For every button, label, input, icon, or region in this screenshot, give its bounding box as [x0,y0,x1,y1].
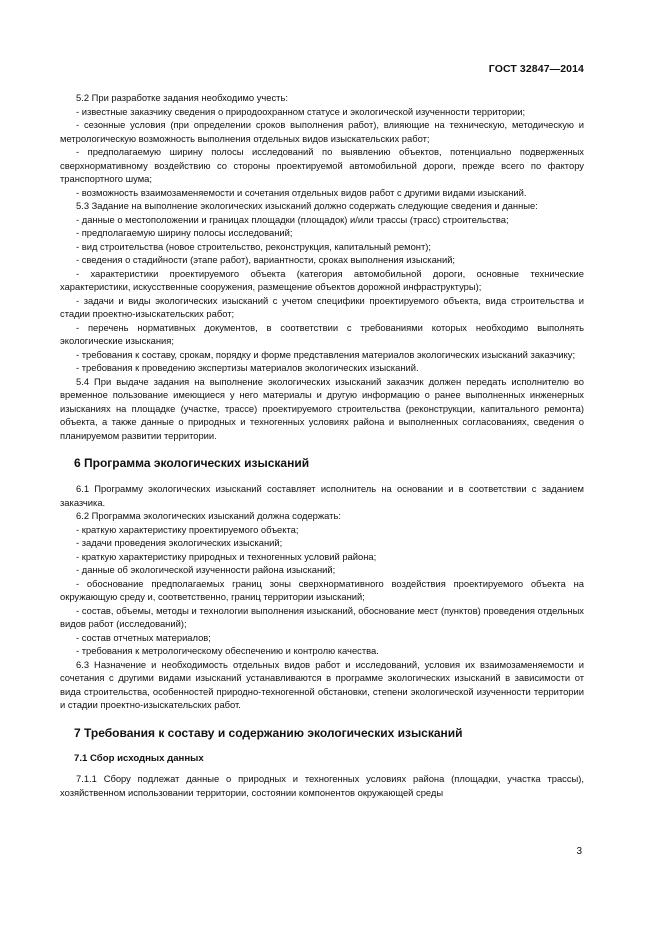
paragraph: - краткую характеристику природных и техногенных условий района; [76,550,377,562]
paragraph: - известные заказчику сведения о природоохранном статусе и экологической изученности территории; [76,105,526,117]
paragraph: - состав, объемы, методы и технологии выполнения изысканий, обоснование мест (пунктов) проведения отдельных видов работ (исследований); [60,604,584,629]
paragraph: - требования к проведению экспертизы материалов экологических изысканий. [76,362,419,373]
section-heading: 6 Программа экологических изысканий [74,456,310,470]
paragraph: - состав отчетных материалов; [76,631,211,643]
paragraph: - сведения о стадийности (этапе работ), вариантности, сроках выполнения изысканий; [76,254,456,265]
paragraph: - краткую характеристику проектируемого объекта; [76,523,299,535]
paragraph: - данные об экологической изученности района изысканий; [76,564,336,575]
paragraph: - обоснование предполагаемых границ зоны сверхнормативного воздействия проектируемого объекта на окружающую среду и, соответственно, границ территории изысканий; [60,577,584,602]
paragraph: 6.1 Программу экологических изысканий составляет исполнитель на основании и в соответствии с заданием заказчика. [60,483,584,508]
paragraph: 5.4 При выдаче задания на выполнение экологических изысканий заказчик должен передать исполнителю во временное пользование имеющиеся у него материалы и другую информацию о ранее выполненных инженерных изысканиях на площадке (участке, трассе) проектируемого строительства (реконструкции, капитального ремонта) объекта, а также данные о природных и техногенных условиях района и выполненных согласованиях, сведения о планируемом развитии территории. [60,375,584,441]
paragraph: - характеристики проектируемого объекта (категория автомобильной дороги, основные технические характеристики, искусственные сооружения, размещение объектов дорожной инфраструктуры); [60,267,584,292]
paragraph: 7.1.1 Сбору подлежат данные о природных и техногенных условиях района (площадки, участка трассы), хозяйственном использовании территории, состоянии компонентов окружающей среды [60,773,584,798]
paragraph: - вид строительства (новое строительство, реконструкция, капитальный ремонт); [76,240,432,252]
section-heading: 7 Требования к составу и содержанию экологических изысканий [74,725,463,740]
paragraph: - задачи проведения экологических изысканий; [76,537,283,548]
paragraph: - сезонные условия (при определении сроков выполнения работ), влияющие на техническую, методическую и метрологическую возможность выполнения отдельных видов изыскательских работ; [60,119,584,144]
document-id: ГОСТ 32847—2014 [488,63,584,75]
paragraph: - данные о местоположении и границах площадки (площадок) и/или трассы (трасс) строительства; [76,213,509,225]
document-body [60,91,584,799]
paragraph: - требования к составу, срокам, порядку и форме представления материалов экологических изысканий заказчику; [76,348,576,360]
subsection-heading: 7.1 Сбор исходных данных [74,752,204,764]
paragraph: 6.3 Назначение и необходимость отдельных видов работ и исследований, условия их взаимозаменяемости и сочетания с другими видами изысканий устанавливаются в программе экологических изысканий в зависимости от вида строительства, особенностей природно-техногенной обстановки, степени экологической изученности территории и стадии проектно-изыскательских работ. [60,658,584,710]
paragraph: 5.3 Задание на выполнение экологических изысканий должно содержать следующие сведения и данные: [76,200,538,211]
paragraph: - перечень нормативных документов, в соответствии с требованиями которых необходимо выполнять экологические изыскания; [60,321,584,346]
page-number: 3 [576,846,582,857]
paragraph: - требования к метрологическому обеспечению и контролю качества. [76,645,379,656]
paragraph: 5.2 При разработке задания необходимо учесть: [76,92,288,103]
paragraph: 6.2 Программа экологических изысканий должна содержать: [76,510,341,521]
paragraph: - задачи и виды экологических изысканий с учетом специфики проектируемого объекта, вида строительства и стадии проектно-изыскательских работ; [60,294,584,319]
paragraph: - предполагаемую ширину полосы исследований; [76,227,293,238]
paragraph: - предполагаемую ширину полосы исследований по выявлению объектов, потенциально подверженных сверхнормативному воздействию со стороны проектируемой автомобильной дороги, прежде всего по фактору транспортного шума; [60,146,584,184]
paragraph: - возможность взаимозаменяемости и сочетания отдельных видов работ с другими видами изысканий. [76,186,527,198]
